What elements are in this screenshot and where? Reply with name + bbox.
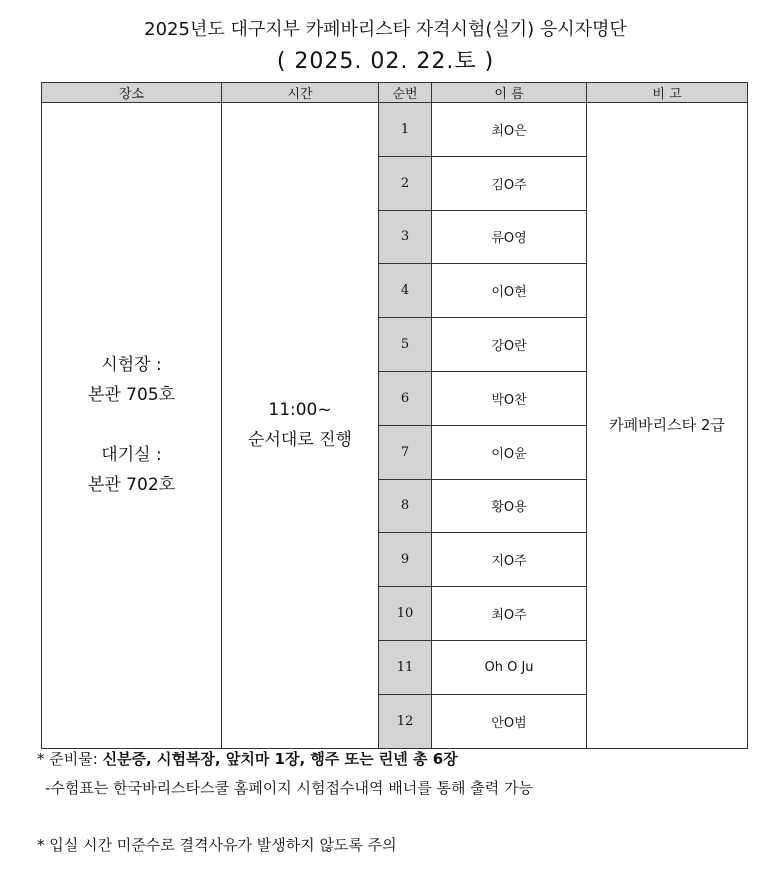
order-number: 8 — [379, 479, 432, 533]
start-time: 11:00~ — [268, 400, 332, 421]
table-header-row — [42, 83, 748, 103]
candidate-name: 박O찬 — [432, 371, 587, 425]
order-number: 5 — [379, 318, 432, 372]
order-number: 1 — [379, 103, 432, 157]
order-number: 9 — [379, 533, 432, 587]
order-number: 10 — [379, 587, 432, 641]
candidate-name: 최O은 — [432, 103, 587, 157]
column-header-order: 순번 — [379, 83, 432, 103]
waiting-room-label: 대기실 : — [101, 445, 162, 466]
exam-date: ( 2025. 02. 22.토 ) — [276, 49, 495, 74]
candidate-name: 이O현 — [432, 264, 587, 318]
column-header-time: 시간 — [222, 83, 379, 103]
candidate-name: Oh O Ju — [432, 640, 587, 694]
entry-note: * 입실 시간 미준수로 결격사유가 발생하지 않도록 주의 — [37, 836, 397, 854]
column-header-remark: 비 고 — [587, 83, 748, 103]
candidate-name: 황O용 — [432, 479, 587, 533]
column-header-name: 이 름 — [432, 83, 587, 103]
print-note: -수험표는 한국바리스타스쿨 홈페이지 시험접수내역 배너를 통해 출력 가능 — [45, 779, 533, 797]
candidate-name: 지O주 — [432, 533, 587, 587]
order-number: 6 — [379, 371, 432, 425]
table-row — [42, 103, 748, 157]
candidate-name: 이O윤 — [432, 425, 587, 479]
document-title: 2025년도 대구지부 카페바리스타 자격시험(실기) 응시자명단 — [144, 19, 627, 40]
exam-room-label: 시험장 : — [101, 355, 162, 376]
order-number: 2 — [379, 156, 432, 210]
candidate-name: 김O주 — [432, 156, 587, 210]
candidate-name: 류O영 — [432, 210, 587, 264]
order-number: 7 — [379, 425, 432, 479]
remark-cell: 카페바리스타 2급 — [587, 103, 748, 749]
candidate-name: 안O범 — [432, 694, 587, 748]
time-instruction: 순서대로 진행 — [248, 430, 352, 451]
exam-room-value: 본관 705호 — [87, 385, 176, 406]
column-header-location: 장소 — [42, 83, 222, 103]
order-number: 11 — [379, 640, 432, 694]
order-number: 3 — [379, 210, 432, 264]
order-number: 4 — [379, 264, 432, 318]
candidate-name: 최O주 — [432, 587, 587, 641]
order-number: 12 — [379, 694, 432, 748]
candidate-name: 강O란 — [432, 318, 587, 372]
candidate-table — [41, 82, 748, 749]
prep-items: 신분증, 시험복장, 앞치마 1장, 행주 또는 린넨 총 6장 — [102, 750, 458, 768]
waiting-room-value: 본관 702호 — [87, 475, 176, 496]
location-cell — [42, 103, 222, 749]
prep-prefix: * 준비물: — [37, 750, 103, 768]
prep-items-note — [37, 748, 458, 769]
time-cell — [222, 103, 379, 749]
